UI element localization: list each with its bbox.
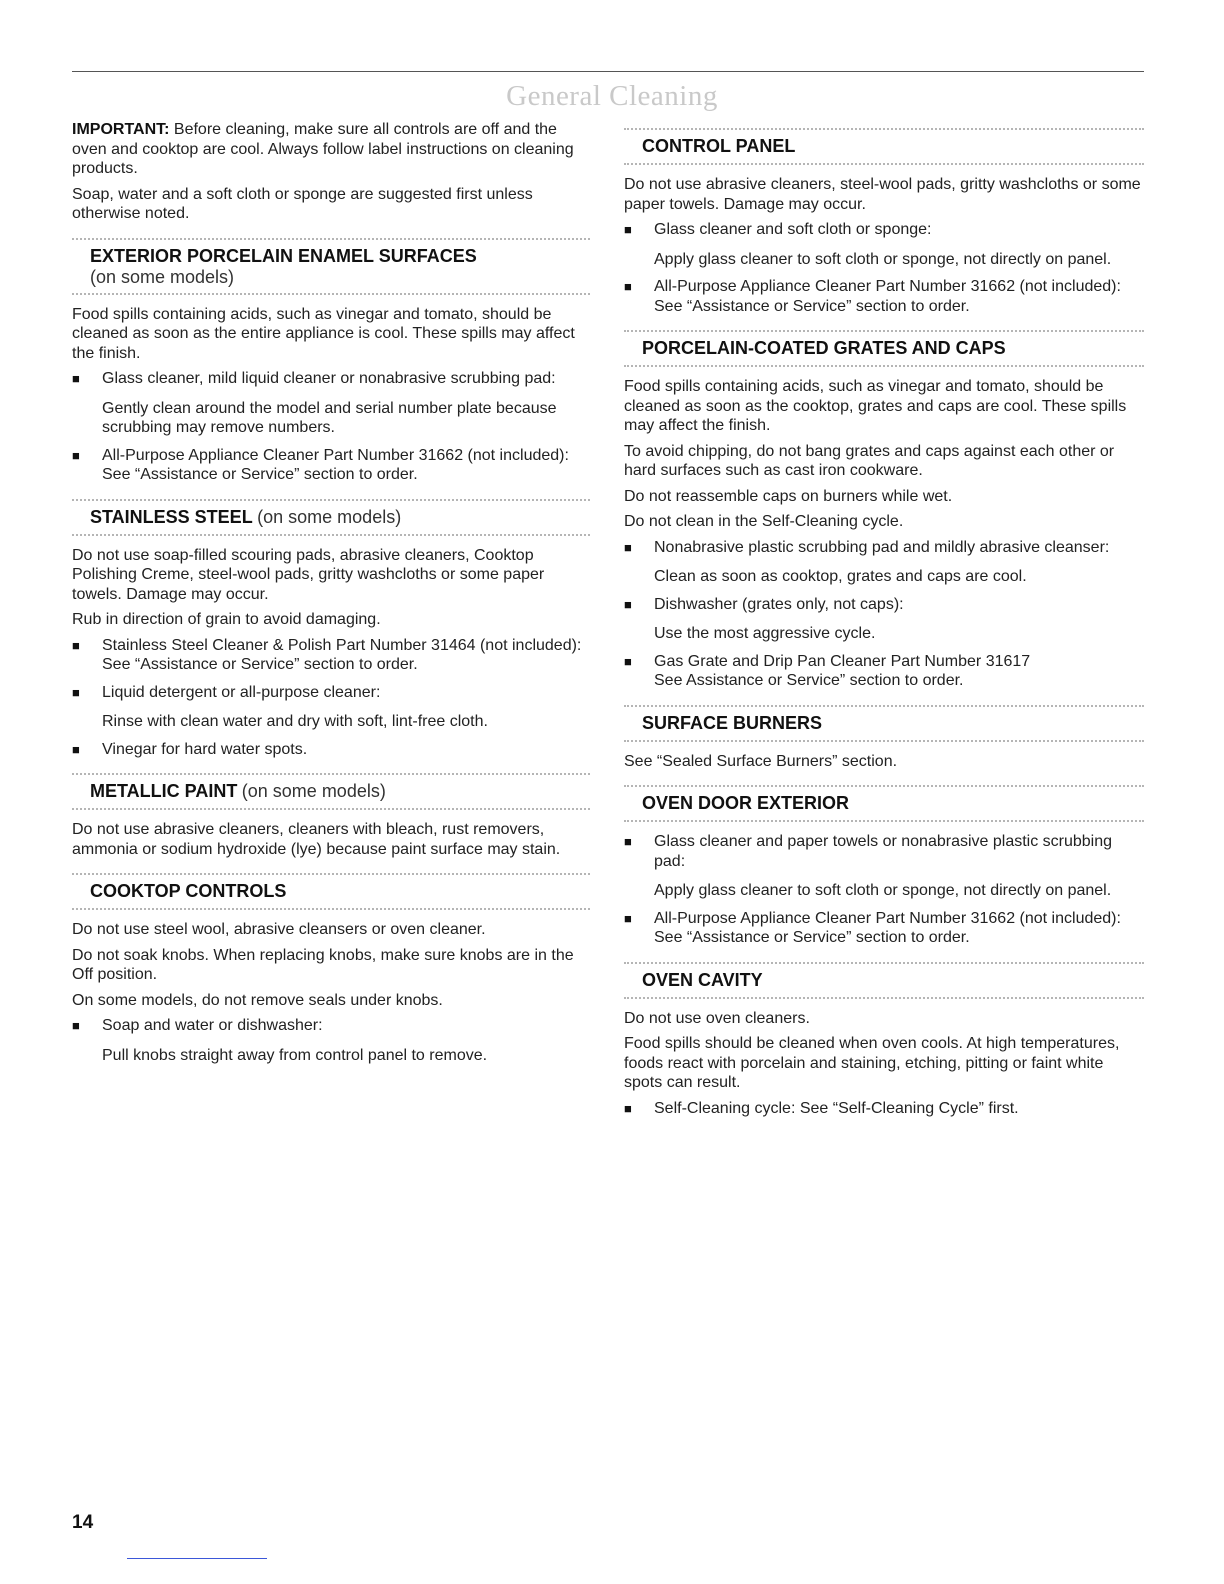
- section-header: [72, 873, 590, 910]
- section-oven-door-exterior: [624, 785, 1144, 948]
- bullet-note: See “Assistance or Service” section to order.: [654, 929, 970, 946]
- paragraph: Do not use oven cleaners.: [624, 1009, 810, 1027]
- section-title: STAINLESS STEEL: [90, 506, 253, 527]
- paragraph: On some models, do not remove seals under knobs.: [72, 991, 443, 1009]
- bullet-square-icon: ■: [72, 1018, 80, 1033]
- section-header: [624, 705, 1144, 742]
- bullet-square-icon: ■: [72, 741, 80, 757]
- bullet-item: [72, 683, 590, 732]
- section-header: [72, 238, 590, 295]
- bullet-square-icon: ■: [624, 596, 632, 612]
- section-stainless-steel: [72, 499, 590, 760]
- section-subtitle: (on some models): [241, 781, 386, 801]
- bullet-item: [624, 220, 1144, 269]
- bullet-square-icon: ■: [624, 834, 632, 849]
- bullet-text: Gas Grate and Drip Pan Cleaner Part Number 31617: [654, 652, 1031, 670]
- left-column: [72, 120, 590, 1073]
- bullet-item: [72, 369, 590, 438]
- bullet-square-icon: ■: [624, 910, 632, 926]
- bullet-square-icon: ■: [624, 539, 632, 555]
- bullet-item: [72, 636, 590, 675]
- section-title: OVEN DOOR EXTERIOR: [642, 793, 850, 813]
- section-title: CONTROL PANEL: [642, 136, 796, 156]
- section-subtitle: (on some models): [90, 266, 235, 287]
- section-title: EXTERIOR PORCELAIN ENAMEL SURFACES: [90, 245, 477, 266]
- bullet-note: Gently clean around the model and serial number plate because scrubbing may remove numbers.: [102, 399, 557, 436]
- section-title: PORCELAIN-COATED GRATES AND CAPS: [642, 338, 1006, 358]
- paragraph: Do not reassemble caps on burners while wet.: [624, 487, 953, 505]
- bullet-text: Vinegar for hard water spots.: [102, 740, 308, 758]
- bullet-item: [72, 1016, 590, 1065]
- bullet-item: [624, 832, 1144, 901]
- bullet-note: See “Assistance or Service” section to order.: [102, 466, 418, 483]
- bullet-item: [624, 538, 1144, 587]
- bullet-text: All-Purpose Appliance Cleaner Part Number 31662 (not included):: [102, 446, 569, 464]
- page-title: General Cleaning: [506, 80, 718, 112]
- section-title: SURFACE BURNERS: [642, 712, 823, 733]
- bullet-text: Soap and water or dishwasher:: [102, 1017, 323, 1034]
- bullet-text: Glass cleaner, mild liquid cleaner or nonabrasive scrubbing pad:: [102, 370, 556, 387]
- paragraph: Do not use steel wool, abrasive cleansers or oven cleaner.: [72, 921, 486, 938]
- bullet-item: [624, 909, 1144, 948]
- section-subtitle: (on some models): [257, 506, 402, 527]
- paragraph: Do not use abrasive cleaners, steel-wool pads, gritty washcloths or some paper towels. Damage may occur.: [624, 176, 1141, 213]
- paragraph: Do not use soap-filled scouring pads, abrasive cleaners, Cooktop Polishing Creme, steel-wool pads, gritty washcloths or some paper towels. Damage may occur.: [72, 546, 545, 603]
- bullet-square-icon: ■: [624, 653, 632, 669]
- bullet-square-icon: ■: [72, 447, 80, 463]
- bullet-note: See “Assistance or Service” section to order.: [654, 297, 970, 315]
- bullet-text: Stainless Steel Cleaner & Polish Part Number 31464 (not included):: [102, 636, 582, 654]
- paragraph: Food spills should be cleaned when oven cools. At high temperatures, foods react with porcelain and staining, etching, pitting or faint white spots can result.: [624, 1035, 1120, 1091]
- bullet-square-icon: ■: [72, 684, 80, 700]
- bullet-note: Apply glass cleaner to soft cloth or sponge, not directly on panel.: [654, 882, 1112, 899]
- section-surface-burners: [624, 705, 1144, 772]
- section-header: [72, 499, 590, 536]
- paragraph: Do not use abrasive cleaners, cleaners with bleach, rust removers, ammonia or sodium hydroxide (lye) because paint surface may stain.: [72, 821, 561, 858]
- bullet-note: See “Assistance or Service” section to order.: [102, 656, 418, 673]
- bottom-link-underline[interactable]: [127, 1558, 267, 1559]
- bullet-text: All-Purpose Appliance Cleaner Part Number 31662 (not included):: [654, 909, 1121, 927]
- bullet-text: Self-Cleaning cycle: See “Self-Cleaning Cycle” first.: [654, 1099, 1019, 1117]
- paragraph: To avoid chipping, do not bang grates and caps against each other or hard surfaces such as cast iron cookware.: [624, 442, 1115, 479]
- section-control-panel: [624, 128, 1144, 316]
- bullet-text: All-Purpose Appliance Cleaner Part Number 31662 (not included):: [654, 278, 1121, 295]
- bullet-note: Rinse with clean water and dry with soft, lint-free cloth.: [102, 713, 488, 730]
- paragraph: See “Sealed Surface Burners” section.: [624, 752, 898, 770]
- section-cooktop-controls: [72, 873, 590, 1065]
- section-header: [624, 962, 1144, 999]
- bullet-square-icon: ■: [72, 637, 80, 653]
- section-exterior-porcelain: [72, 238, 590, 485]
- bullet-square-icon: ■: [624, 222, 632, 237]
- bullet-item: [624, 1099, 1144, 1119]
- paragraph: Food spills containing acids, such as vinegar and tomato, should be cleaned as soon as the cooktop, grates and caps are cool. These spills may affect the finish.: [624, 378, 1127, 434]
- bullet-note: Use the most aggressive cycle.: [654, 625, 876, 642]
- bullet-note: Pull knobs straight away from control panel to remove.: [102, 1046, 488, 1064]
- bullet-item: [624, 652, 1144, 691]
- top-rule: [72, 71, 1144, 72]
- section-header: [624, 785, 1144, 822]
- soap-note: Soap, water and a soft cloth or sponge are suggested first unless otherwise noted.: [72, 185, 533, 222]
- bullet-text: Glass cleaner and paper towels or nonabrasive plastic scrubbing pad:: [654, 833, 1113, 870]
- important-label: IMPORTANT:: [72, 121, 170, 138]
- bullet-text: Liquid detergent or all-purpose cleaner:: [102, 683, 381, 701]
- bullet-text: Glass cleaner and soft cloth or sponge:: [654, 221, 932, 238]
- bullet-item: [72, 446, 590, 485]
- bullet-item: [624, 595, 1144, 644]
- bullet-square-icon: ■: [624, 1100, 632, 1116]
- bullet-square-icon: ■: [72, 371, 80, 386]
- important-notice: [72, 120, 590, 179]
- paragraph: Do not clean in the Self-Cleaning cycle.: [624, 513, 904, 530]
- bullet-item: [72, 740, 590, 760]
- paragraph: Rub in direction of grain to avoid damaging.: [72, 611, 381, 628]
- bullet-note: See Assistance or Service” section to order.: [654, 672, 964, 689]
- section-header: [72, 773, 590, 810]
- bullet-note: Apply glass cleaner to soft cloth or sponge, not directly on panel.: [654, 250, 1112, 268]
- paragraph: Food spills containing acids, such as vinegar and tomato, should be cleaned as soon as the entire appliance is cool. These spills may affect the finish.: [72, 305, 575, 362]
- bullet-text: Nonabrasive plastic scrubbing pad and mildly abrasive cleanser:: [654, 538, 1110, 556]
- page-number: 14: [72, 1512, 94, 1533]
- bullet-text: Dishwasher (grates only, not caps):: [654, 595, 904, 613]
- bullet-item: [624, 277, 1144, 316]
- important-text: Before cleaning, make sure all controls are off and the oven and cooktop are cool. Always follow label instructions on cleaning products.: [72, 121, 574, 177]
- right-column: [624, 120, 1144, 1126]
- bullet-note: Clean as soon as cooktop, grates and caps are cool.: [654, 568, 1027, 585]
- section-title: METALLIC PAINT: [90, 781, 238, 801]
- section-porcelain-grates: [624, 330, 1144, 691]
- paragraph: Do not soak knobs. When replacing knobs, make sure knobs are in the Off position.: [72, 946, 574, 983]
- bullet-square-icon: ■: [624, 279, 632, 294]
- section-header: [624, 330, 1144, 367]
- section-title: COOKTOP CONTROLS: [90, 881, 287, 901]
- section-metallic-paint: [72, 773, 590, 859]
- section-title: OVEN CAVITY: [642, 969, 763, 990]
- section-oven-cavity: [624, 962, 1144, 1119]
- section-header: [624, 128, 1144, 165]
